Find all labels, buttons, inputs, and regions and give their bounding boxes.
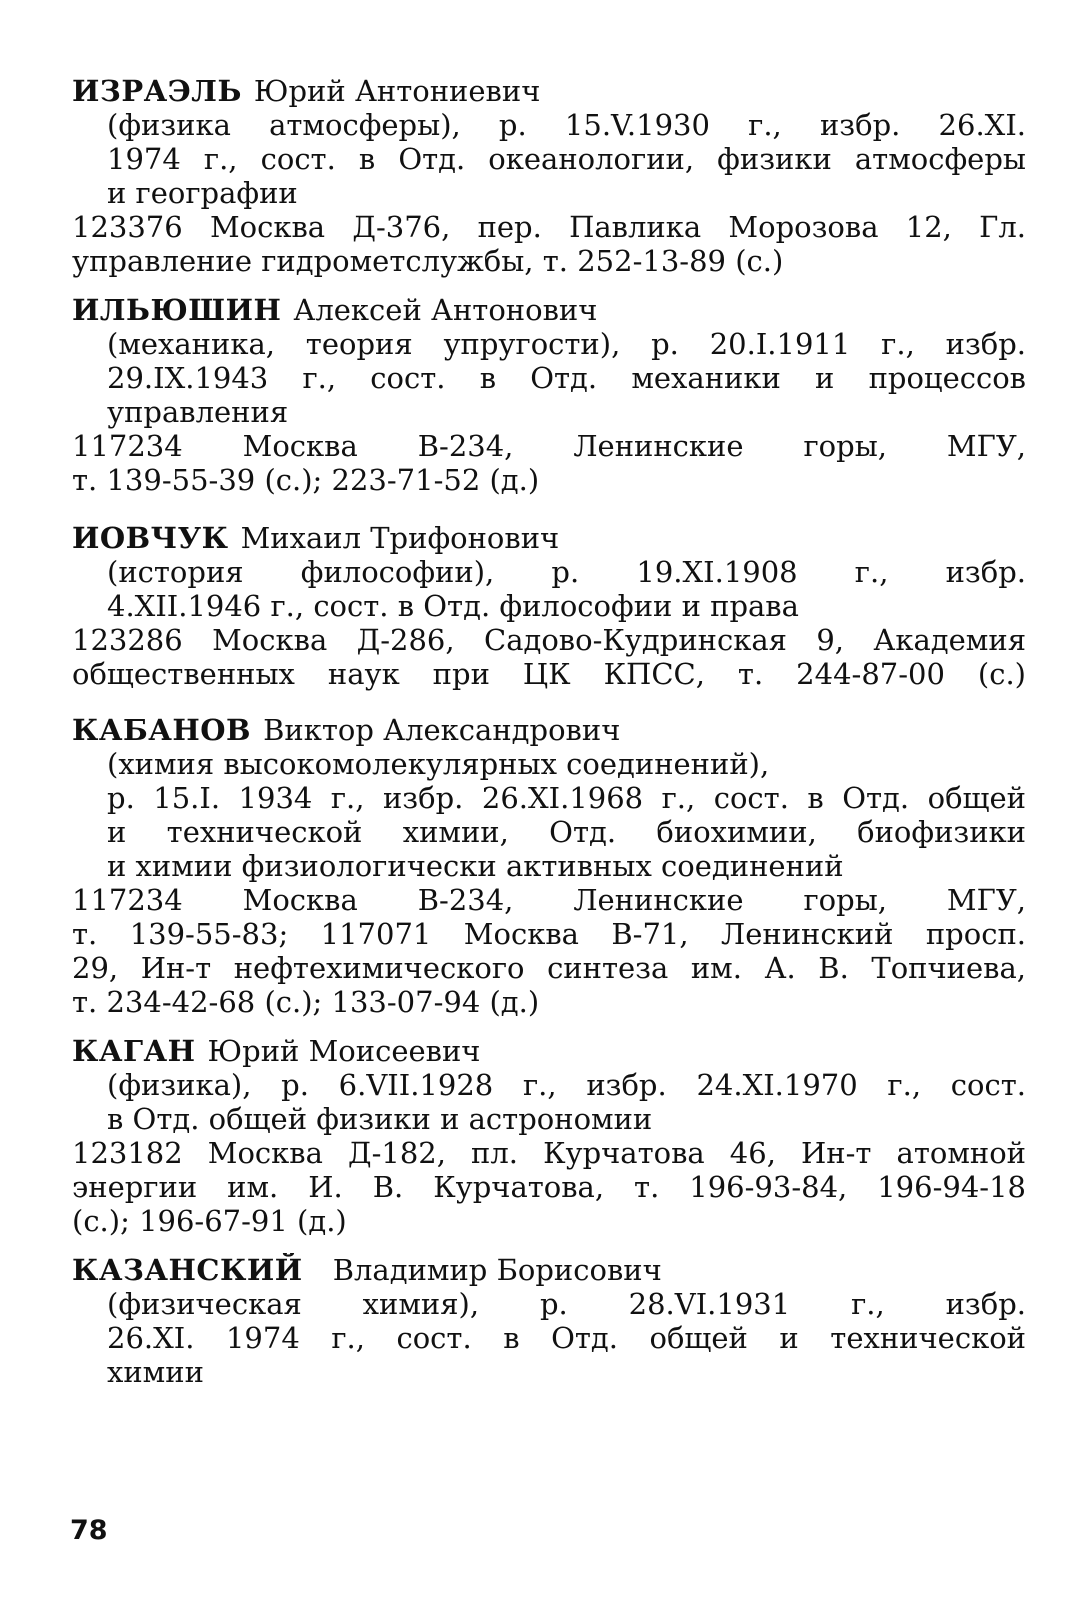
entry-given-name: Владимир Борисович	[332, 1253, 662, 1287]
bio-line: в Отд. общей физики и астрономии	[107, 1102, 653, 1136]
entry-iovchuk	[72, 521, 1026, 691]
address-line: 123376 Москва Д-376, пер. Павлика Морозова 12, Гл.	[72, 210, 1026, 244]
entry-izrael	[72, 74, 1026, 278]
address-line: общественных наук при ЦК КПСС, т. 244-87-00 (с.)	[72, 657, 1026, 691]
address-line: т. 234-42-68 (с.); 133-07-94 (д.)	[72, 985, 540, 1019]
entry-surname: ИЗРАЭЛЬ	[72, 74, 242, 108]
bio-line: и технической химии, Отд. биохимии, биофизики	[107, 815, 1026, 849]
entry-surname: КАБАНОВ	[72, 713, 252, 747]
bio-line: 26.XI. 1974 г., сост. в Отд. общей и технической	[107, 1321, 1026, 1355]
entry-heading	[72, 1034, 1026, 1068]
address-line: 117234 Москва В-234, Ленинские горы, МГУ,	[72, 429, 1026, 463]
entry-heading	[72, 1253, 1026, 1287]
bio-line: и химии физиологически активных соединений	[107, 849, 844, 883]
entry-heading	[72, 293, 1026, 327]
entry-ilyushin	[72, 293, 1026, 497]
bio-line: и географии	[107, 176, 298, 210]
entry-surname: КАЗАНСКИЙ	[72, 1253, 303, 1287]
bio-line: 4.XII.1946 г., сост. в Отд. философии и права	[107, 589, 799, 623]
bio-line: управления	[107, 395, 289, 429]
entry-surname: ИЛЬЮШИН	[72, 293, 282, 327]
address-line: энергии им. И. В. Курчатова, т. 196-93-84, 196-94-18	[72, 1170, 1026, 1204]
address-line: (с.); 196-67-91 (д.)	[72, 1204, 347, 1238]
entry-given-name: Виктор Александрович	[263, 713, 621, 747]
directory-page	[72, 74, 1026, 1404]
entry-heading	[72, 713, 1026, 747]
address-line: 29, Ин-т нефтехимического синтеза им. А. В. Топчиева,	[72, 951, 1026, 985]
entry-given-name: Михаил Трифонович	[240, 521, 560, 555]
bio-line: 1974 г., сост. в Отд. океанологии, физики атмосферы	[107, 142, 1026, 176]
bio-line: (физическая химия), р. 28.VI.1931 г., избр.	[107, 1287, 1026, 1321]
bio-line: (история философии), р. 19.XI.1908 г., избр.	[107, 555, 1026, 589]
bio-line: (физика атмосферы), р. 15.V.1930 г., избр. 26.XI.	[107, 108, 1026, 142]
bio-line: 29.IX.1943 г., сост. в Отд. механики и процессов	[107, 361, 1026, 395]
entry-given-name: Алексей Антонович	[293, 293, 598, 327]
page-number: 78	[70, 1515, 108, 1546]
bio-line: (физика), р. 6.VII.1928 г., избр. 24.XI.1970 г., сост.	[107, 1068, 1026, 1102]
address-line: 123286 Москва Д-286, Садово-Кудринская 9, Академия	[72, 623, 1026, 657]
bio-line: (химия высокомолекулярных соединений),	[107, 747, 770, 781]
entry-kazanskiy	[72, 1253, 1026, 1389]
bio-line: (механика, теория упругости), р. 20.I.1911 г., избр.	[107, 327, 1026, 361]
entry-surname: КАГАН	[72, 1034, 196, 1068]
entry-given-name: Юрий Моисеевич	[207, 1034, 481, 1068]
entry-given-name: Юрий Антониевич	[253, 74, 541, 108]
entry-kabanov	[72, 713, 1026, 1019]
entry-surname: ИОВЧУК	[72, 521, 229, 555]
address-line: управление гидрометслужбы, т. 252-13-89 (с.)	[72, 244, 784, 278]
bio-line: химии	[107, 1355, 204, 1389]
entry-kagan	[72, 1034, 1026, 1238]
address-line: 123182 Москва Д-182, пл. Курчатова 46, Ин-т атомной	[72, 1136, 1026, 1170]
address-line: т. 139-55-39 (с.); 223-71-52 (д.)	[72, 463, 540, 497]
address-line: т. 139-55-83; 117071 Москва В-71, Ленинский просп.	[72, 917, 1026, 951]
entry-heading	[72, 521, 1026, 555]
address-line: 117234 Москва В-234, Ленинские горы, МГУ,	[72, 883, 1026, 917]
bio-line: р. 15.I. 1934 г., избр. 26.XI.1968 г., сост. в Отд. общей	[107, 781, 1026, 815]
entry-heading	[72, 74, 1026, 108]
